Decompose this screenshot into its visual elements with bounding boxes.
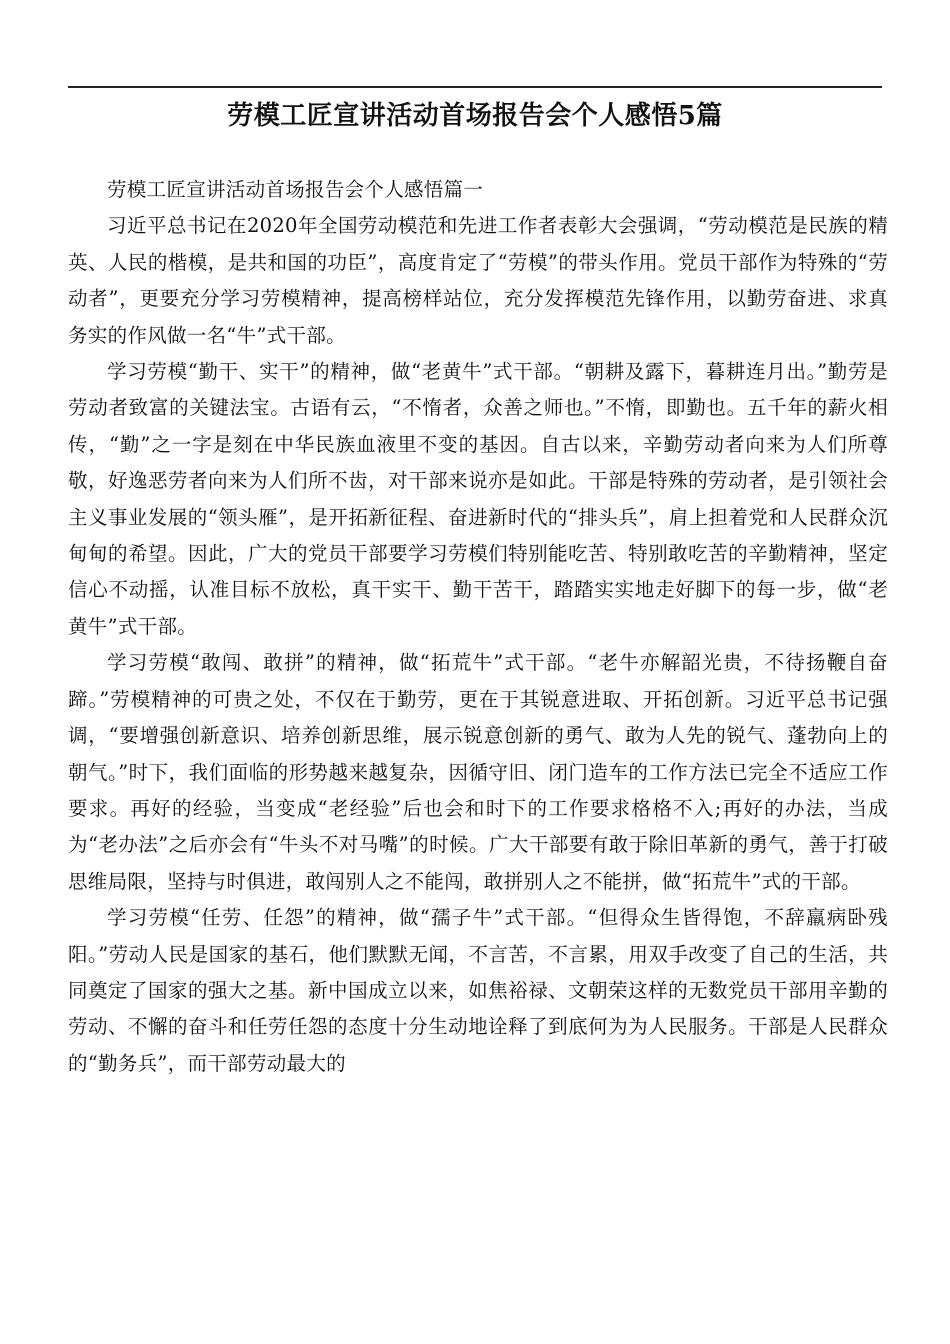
body-paragraph-tuohuangniu: 学习劳模“敢闯、敢拼”的精神，做“拓荒牛”式干部。“老牛亦解韶光贵，不待扬鞭自奋蹄。”劳模精神的可贵之处，不仅在于勤劳，更在于其锐意进取、开拓创新。习近平总书记强调，“要增强创新意识、培养创新思维，展示锐意创新的勇气、敢为人先的锐气、蓬勃向上的朝气。”时下，我们面临的形势越来越复杂，因循守旧、闭门造车的工作方法已完全不适应工作要求。再好的经验，当变成“老经验”后也会和时下的工作要求格格不入;再好的办法，当成为“老办法”之后亦会有“牛头不对马嘴”的时候。广大干部要有敢于除旧革新的勇气，善于打破思维局限，坚持与时俱进，敢闯别人之不能闯，敢拼别人之不能拼，做“拓荒牛”式的干部。 — [68, 651, 888, 893]
document-title: 劳模工匠宣讲活动首场报告会个人感悟5篇 — [227, 101, 723, 131]
body-paragraph-intro: 习近平总书记在2020年全国劳动模范和先进工作者表彰大会强调，“劳动模范是民族的精英、人民的楷模，是共和国的功臣”，高度肯定了“劳模”的带头作用。党员干部作为特殊的“劳动者”，更要充分学习劳模精神，提高榜样站位，充分发挥模范先锋作用，以勤劳奋进、求真务实的作风做一名“牛”式干部。 — [68, 214, 888, 347]
body-paragraph-ruziniu: 学习劳模“任劳、任怨”的精神，做“孺子牛”式干部。“但得众生皆得饱，不辞羸病卧残阳。”劳动人民是国家的基石，他们默默无闻，不言苦，不言累，用双手改变了自己的生活，共同奠定了国家的强大之基。新中国成立以来，如焦裕禄、文朝荣这样的无数党员干部用辛勤的劳动、不懈的奋斗和任劳任怨的态度十分生动地诠释了到底何为为人民服务。干部是人民群众的“勤务兵”，而干部劳动最大的 — [68, 906, 888, 1075]
header-rule — [68, 86, 882, 88]
body-paragraph-laohuangniu: 学习劳模“勤干、实干”的精神，做“老黄牛”式干部。“朝耕及露下，暮耕连月出。”勤劳是劳动者致富的关键法宝。古语有云，“不惰者，众善之师也。”不惰，即勤也。五千年的薪火相传，“勤”之一字是刻在中华民族血液里不变的基因。自古以来，辛勤劳动者向来为人们所尊敬，好逸恶劳者向来为人们所不齿，对干部来说亦是如此。干部是特殊的劳动者，是引领社会主义事业发展的“领头雁”，是开拓新征程、奋进新时代的“排头兵”，肩上担着党和人民群众沉甸甸的希望。因此，广大的党员干部要学习劳模们特别能吃苦、特别敢吃苦的辛勤精神，坚定信心不动摇，认准目标不放松，真干实干、勤干苦干，踏踏实实地走好脚下的每一步，做“老黄牛”式干部。 — [68, 360, 888, 638]
document-body — [68, 172, 888, 1082]
section-heading: 劳模工匠宣讲活动首场报告会个人感悟篇一 — [107, 178, 484, 201]
